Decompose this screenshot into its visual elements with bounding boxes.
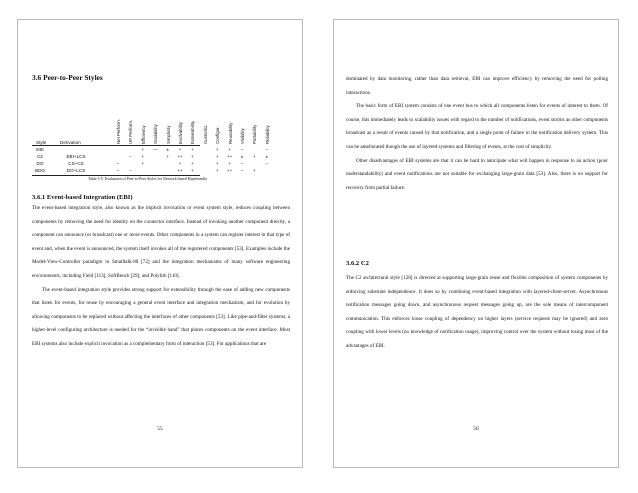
table-cell: ++ bbox=[177, 154, 183, 159]
row-style: EBI bbox=[36, 147, 44, 152]
table-cell: + bbox=[215, 154, 219, 159]
column-header: Efficiency bbox=[140, 125, 146, 144]
column-header: Scalability bbox=[153, 124, 159, 144]
derivation-header: Derivation bbox=[60, 140, 81, 145]
column-header: Extensibility bbox=[190, 120, 196, 144]
table-cell: + bbox=[141, 147, 145, 152]
column-header: Portability bbox=[252, 124, 258, 144]
paragraph: The event-based integration style provides strong support for extensibility through the ease of adding new components that listen for events, for reuse by encouraging a general event interface and integration mechanism, and for evolution by allowing components to be replaced without affecting the interfaces of other components [53]. Like pipe-and-filter systems, a higher-level configuring architecture is needed for the “invisible hand” that places components on the event interface. Most EBI systems also include explicit invocation as a complementary form of interaction [53]. For applications that are bbox=[32, 286, 290, 347]
column-header: Customiz. bbox=[202, 124, 208, 144]
paragraph: The event-based integration style, also known as the implicit invocation or event system style, reduces coupling between components by removing the need for identity on the connector interface. Instead of invoking another component directly, a component can announce (or broadcast) one or more events. Other components in a system can register interest in that type of event and, when the event is announced, the system itself invokes all of the registered components [53]. Examples include the Model-View-Controller paradigm in Smalltalk-80 [72] and the integration mechanisms of many software engineering environments, including Field [113], SoftBench [29], and Polylith [110]. bbox=[32, 205, 290, 279]
row-derivation: EBI+LCS bbox=[66, 154, 86, 159]
table-cell: ± bbox=[166, 147, 169, 152]
column-header: Configur. bbox=[215, 126, 221, 144]
table-cell: − bbox=[265, 147, 269, 152]
table-cell: + bbox=[228, 161, 231, 166]
row-style: C2 bbox=[37, 154, 43, 159]
table-cell: − bbox=[129, 168, 132, 173]
table-rule-bottom bbox=[32, 175, 200, 176]
table-cell: ++ bbox=[226, 168, 233, 173]
table-cell: ± bbox=[240, 154, 244, 159]
table-cell: − bbox=[129, 154, 132, 159]
table-cell: + bbox=[141, 154, 145, 159]
table-cell: + bbox=[178, 147, 182, 152]
table-cell: + bbox=[166, 154, 169, 159]
row-style: DO bbox=[36, 161, 44, 166]
table-cell: −− bbox=[152, 147, 158, 152]
left-body bbox=[32, 202, 290, 352]
table-cell: + bbox=[253, 154, 256, 159]
table-cell: ± bbox=[265, 154, 269, 159]
table-cell: + bbox=[141, 161, 145, 166]
column-header: Simplicity bbox=[165, 125, 171, 144]
table-cell: ++ bbox=[177, 168, 183, 173]
table-cell: − bbox=[116, 168, 120, 173]
paragraph: Other disadvantages of EBI systems are that it can be hard to anticipate what will happen in response to an action (poor understandability) and event notifications are not suitable for exchanging large-grain data [53]. Also, there is no support for recovery from partial failure. bbox=[346, 157, 608, 191]
paragraph: dominated by data monitoring, rather than data retrieval, EBI can improve efficiency by removing the need for polling interactions. bbox=[346, 76, 608, 96]
table-cell: − bbox=[116, 161, 120, 166]
column-header: UP Perform. bbox=[128, 119, 134, 144]
section-title: 3.6 Peer-to-Peer Styles bbox=[32, 73, 103, 82]
table-cell: + bbox=[178, 161, 182, 166]
page-number: 56 bbox=[473, 426, 479, 432]
table-cell: + bbox=[215, 168, 219, 173]
row-derivation: DO+LCS bbox=[66, 168, 86, 173]
subsection-title: 3.6.2 C2 bbox=[346, 260, 369, 267]
column-header: Net Perform. bbox=[116, 119, 121, 144]
table-cell: + bbox=[191, 147, 194, 152]
subsection-title: 3.6.1 Event-based Integration (EBI) bbox=[32, 194, 133, 201]
table-cell: − bbox=[240, 168, 244, 173]
table-caption: Table 3-5. Evaluation of Peer-to-Peer Styles for Network-based Hypermedia bbox=[88, 177, 208, 181]
left-page bbox=[17, 19, 303, 468]
paragraph: The C2 architectural style [128] is directed at supporting large-grain reuse and flexible composition of system components by enforcing substrate independence. It does so by combining event-based integration with layered-client-server. Asynchronous notification messages going down, and asynchronous request messages going up, are the sole means of intercomponent communication. This enforces loose coupling of dependency on higher layers (service requests may be ignored) and zero coupling with lower levels (no knowledge of notification usage), improving control over the system without losing most of the advantages of EBI. bbox=[346, 275, 608, 349]
right-body-top bbox=[346, 73, 608, 195]
right-page bbox=[333, 19, 619, 468]
table-cell: − bbox=[240, 161, 244, 166]
styles-table bbox=[32, 95, 294, 185]
table-cell: + bbox=[191, 168, 194, 173]
table-cell: + bbox=[191, 161, 194, 166]
paragraph: The basic form of EBI system consists of one event bus to which all components listen for events of interest to them. Of course, this immediately leads to scalability issues with regard to the number of notifications, event storms as other components broadcast as a result of events caused by that notification, and a single point of failure in the notification delivery system. This can be ameliorated though the use of layered systems and filtering of events, at the cost of simplicity. bbox=[346, 103, 608, 150]
table-cell: − bbox=[265, 161, 269, 166]
column-header: Reusability bbox=[227, 122, 233, 144]
table-cell: − bbox=[240, 147, 244, 152]
table-cell: + bbox=[228, 147, 231, 152]
column-header: Visibility bbox=[240, 128, 245, 144]
row-style: BDO bbox=[35, 168, 45, 173]
table-cell: + bbox=[215, 161, 219, 166]
table-cell: + bbox=[215, 147, 219, 152]
style-header: Style bbox=[36, 140, 47, 145]
table-cell: + bbox=[191, 154, 194, 159]
right-body-bottom bbox=[346, 272, 608, 354]
page-number: 55 bbox=[157, 426, 163, 432]
table-cell: + bbox=[253, 168, 256, 173]
table-rule bbox=[32, 145, 200, 146]
column-header: Reliability bbox=[264, 125, 270, 144]
table-cell: ++ bbox=[226, 154, 233, 159]
row-derivation: CS+CS bbox=[68, 161, 84, 166]
column-header: Evolvability bbox=[178, 122, 183, 144]
